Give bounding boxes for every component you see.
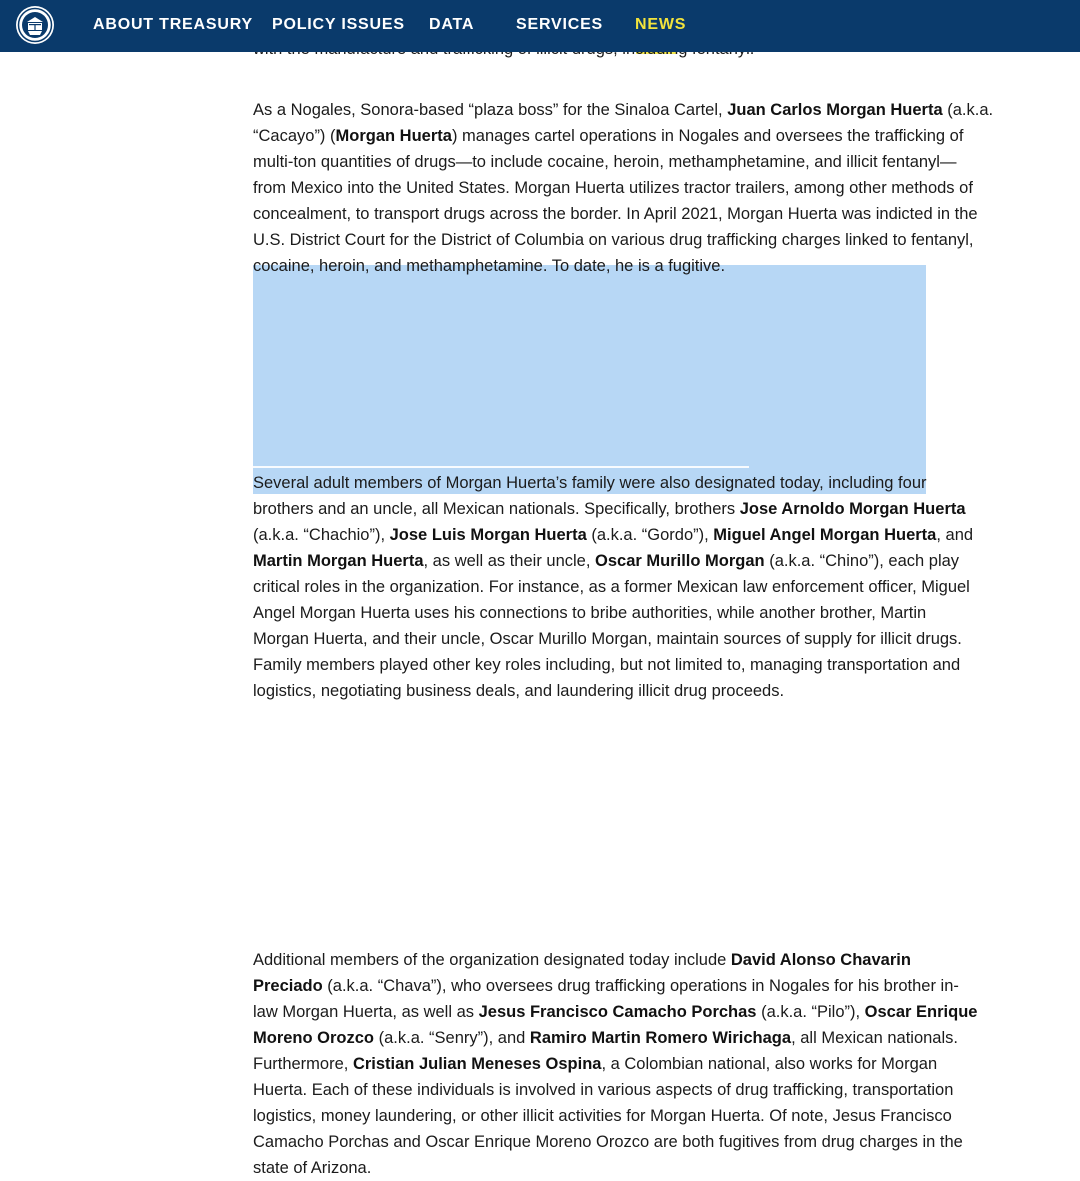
paragraph-additional-members: Additional members of the organization designated today include David Alonso Chavarin Preciado (a.k.a. “Chava”), who oversees drug trafficking operations in Nogales for his brother in- law Morgan Huerta, as well as Jesus Francisco Camacho Porchas (a.k.a. “Pilo”), Oscar Enrique Moreno Orozco (a.k.a. “Senry”), and Ramiro Martin Romero Wirichaga, all Mexican nationals. Furthermore, Cristian Julian Meneses Ospina, a Colombian national, also works for Morgan Huerta. Each of these individuals is involved in various aspects of drug trafficking, transportation logistics, money laundering, or other illicit activities for Morgan Huerta. Of note, Jesus Francisco Camacho Porchas and Oscar Enrique Moreno Orozco are both fugitives from drug charges in the state of Arizona. bbox=[253, 951, 978, 1177]
name-martin: Martin Morgan Huerta bbox=[253, 552, 424, 570]
nav-about-treasury[interactable]: ABOUT TREASURY bbox=[93, 16, 253, 33]
nav-services[interactable]: SERVICES bbox=[516, 16, 604, 33]
name-morgan-huerta: Morgan Huerta bbox=[335, 127, 452, 145]
name-cristian-julian: Cristian Julian Meneses Ospina bbox=[352, 1055, 602, 1073]
name-miguel-angel: Miguel Angel Morgan Huerta bbox=[713, 526, 937, 544]
selection-underline-gap bbox=[253, 466, 749, 468]
name-jose-arnoldo: Jose Arnoldo Morgan Huerta bbox=[739, 500, 966, 518]
name-moreno-orozco: Moreno Orozco bbox=[253, 1029, 375, 1047]
nav-policy-issues[interactable]: POLICY ISSUES bbox=[272, 16, 405, 33]
name-oscar-enrique: Oscar Enrique bbox=[864, 1003, 978, 1021]
nav-data[interactable]: DATA bbox=[429, 16, 475, 33]
name-preciado: Preciado bbox=[253, 977, 323, 995]
nav-news[interactable]: NEWS bbox=[635, 16, 687, 33]
name-david-alonso: David Alonso Chavarin bbox=[730, 951, 911, 969]
name-jesus-francisco: Jesus Francisco Camacho Porchas bbox=[478, 1003, 757, 1021]
name-ramiro-martin: Ramiro Martin Romero Wirichaga bbox=[529, 1029, 792, 1047]
seal-graphic bbox=[15, 5, 55, 45]
article-body bbox=[253, 0, 994, 1177]
paragraph-family-members: Several adult members of Morgan Huerta’s family were also designated today, including four brothers and an uncle, all Mexican nationals. Specifically, brothers Jose Arnoldo Morgan Huerta (a.k.a. “Chachio”), Jose Luis Morgan Huerta (a.k.a. “Gordo”), Miguel Angel Morgan Huerta, and Martin Morgan Huerta, as well as their uncle, Oscar Murillo Morgan (a.k.a. “Chino”), each play critical roles in the organization. For instance, as a former Mexican law enforcement officer, Miguel Angel Morgan Huerta uses his connections to bribe authorities, while another brother, Martin Morgan Huerta, and their uncle, Oscar Murillo Morgan, maintain sources of supply for illicit drugs. Family members played other key roles including, but not limited to, managing transportation and logistics, negotiating business deals, and laundering illicit drug proceeds. bbox=[253, 474, 974, 700]
name-juan-carlos-morgan-huerta: Juan Carlos Morgan Huerta bbox=[727, 101, 943, 119]
top-navigation-bar bbox=[0, 0, 1080, 52]
name-oscar-murillo: Oscar Murillo Morgan bbox=[595, 552, 765, 570]
paragraph-juan-carlos: As a Nogales, Sonora-based “plaza boss” for the Sinaloa Cartel, Juan Carlos Morgan Huerta (a.k.a. “Cacayo”) (Morgan Huerta) manages cartel operations in Nogales and oversees the trafficking of multi-ton quantities of drugs—to include cocaine, heroin, methamphetamine, and illicit fentanyl— from Mexico into the United States. Morgan Huerta utilizes tractor trailers, among other methods of concealment, to transport drugs across the border. In April 2021, Morgan Huerta was indicted in the U.S. District Court for the District of Columbia on various drug trafficking charges linked to fentanyl, cocaine, heroin, and methamphetamine. To date, he is a fugitive. bbox=[253, 101, 994, 275]
treasury-seal-icon[interactable] bbox=[15, 5, 55, 45]
name-jose-luis: Jose Luis Morgan Huerta bbox=[389, 526, 587, 544]
